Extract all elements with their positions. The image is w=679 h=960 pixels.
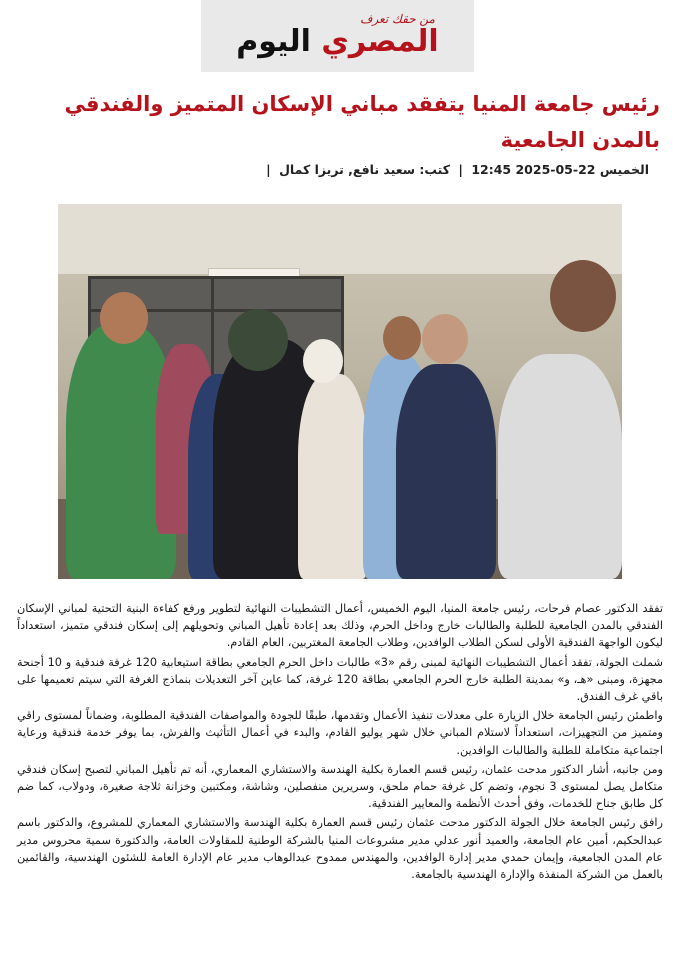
photo-person-hijab-floral xyxy=(228,309,288,371)
article-authors[interactable]: سعيد نافع, تريزا كمال xyxy=(279,162,416,177)
logo-part-alyoum: اليوم xyxy=(236,24,311,59)
photo-person-white-hijab xyxy=(298,374,368,579)
photo-person-head-3 xyxy=(422,314,468,364)
photo-person-navy-suit xyxy=(396,364,496,579)
logo-part-almasry: المصري xyxy=(321,24,439,59)
logo-wordmark xyxy=(236,25,438,59)
photo-person-head-4 xyxy=(550,260,616,332)
article-photo xyxy=(58,204,622,579)
article-byline xyxy=(20,162,649,177)
photo-person-head-2 xyxy=(383,316,421,360)
byline-separator-end: | xyxy=(266,162,271,177)
logo-tagline: من حقك تعرف xyxy=(360,12,435,26)
author-label: كتب: xyxy=(419,162,451,177)
article-paragraph: ومن جانبه، أشار الدكتور مدحت عثمان، رئيس قسم العمارة بكلية الهندسة والاستشاري المعماري، أنه تم تأهيل المباني لتصبح إسكان فندقي متكامل يصل لمستوى 3 نجوم، وتضم كل غرفة حمام ملحق، وسريرين منفصلين، وشاشة، ومكتبين وخزانة ثلاجة صغيرة، ودولاب، كما ضم كل طابق جناح للخدمات، وفق أحدث الأنظمة والمعايير الفندقية. xyxy=(17,762,663,811)
site-logo[interactable] xyxy=(201,0,474,72)
article-paragraph: تفقد الدكتور عصام فرحات، رئيس جامعة المنيا، اليوم الخميس، أعمال التشطيبات النهائية لتطوير ورفع كفاءة البنية التحتية لمباني الإسكان الفندقي بالمدن الجامعية للطلبة والطالبات خارج وداخل الحرم، وذلك بعد إعادة تأهيل المباني وتحويلهم إلى إسكان فندقي متميز، استعداداً ليكون الواجهة الفندقية الأولى لسكن الطلاب الوافدين، وطلاب الجامعة المغتربين، العام القادم. xyxy=(17,602,663,650)
photo-ceiling xyxy=(58,204,622,274)
article-paragraph: رافق رئيس الجامعة خلال الجولة الدكتور مدحت عثمان رئيس قسم العمارة بكلية الهندسة والاستشاري المعماري للمشروع، والدكتور باسم عبدالحكيم، أمين عام الجامعة، والعميد أنور عدلي مدير مشروعات المنيا بالشركة الوطنية للمقاولات العامة، والدكتورة سمية محروس مدير عام المدن الجامعية، وإيمان حمدي مدير إدارة الوافدين، والمهندس ممدوح عبدالوهاب مدير عام الإدارة العامة للشئون الهندسية، والقائمين بالعمل من الشركة المنفذة والإدارة الهندسية بالجامعة. xyxy=(17,816,663,882)
byline-separator: | xyxy=(458,162,463,177)
photo-person-white-hijab-head xyxy=(303,339,343,383)
article-paragraph: شملت الجولة، تفقد أعمال التشطيبات النهائية لمبنى رقم «3» طالبات داخل الحرم الجامعي بطاقة استيعابية 120 غرفة فندقية و 10 أجنحة مجهزة، ومبنى «هـ، و» بمدينة الطلبة خارج الحرم الجامعي بطاقة 120 غرفة، كما عاين آخر التعديلات بنماذج الغرفة التي سيتم تعميمها على باقي غرف الفندق. xyxy=(17,655,664,704)
article-body xyxy=(17,600,663,885)
photo-person-grey-shirt xyxy=(498,354,622,579)
photo-person-head xyxy=(100,292,148,344)
article-title: رئيس جامعة المنيا يتفقد مباني الإسكان المتميز والفندقي بالمدن الجامعية xyxy=(64,92,660,152)
article-date: الخميس 22-05-2025 12:45 xyxy=(471,162,649,177)
article-paragraph: واطمئن رئيس الجامعة خلال الزيارة على معدلات تنفيذ الأعمال وتقدمها، طبقًا للجودة والمواصفات الفندقية المطلوبة، وضماناً لمستوى راقي ومتميز من التجهيزات، استعداداً لاستلام المباني خلال شهر يوليو القادم، والبدء في أعمال التأثيث والفرش، بما يوفر خدمة فندقية ورعاية اجتماعية متكاملة للطلبة والطالبات الوافدين. xyxy=(17,709,663,757)
